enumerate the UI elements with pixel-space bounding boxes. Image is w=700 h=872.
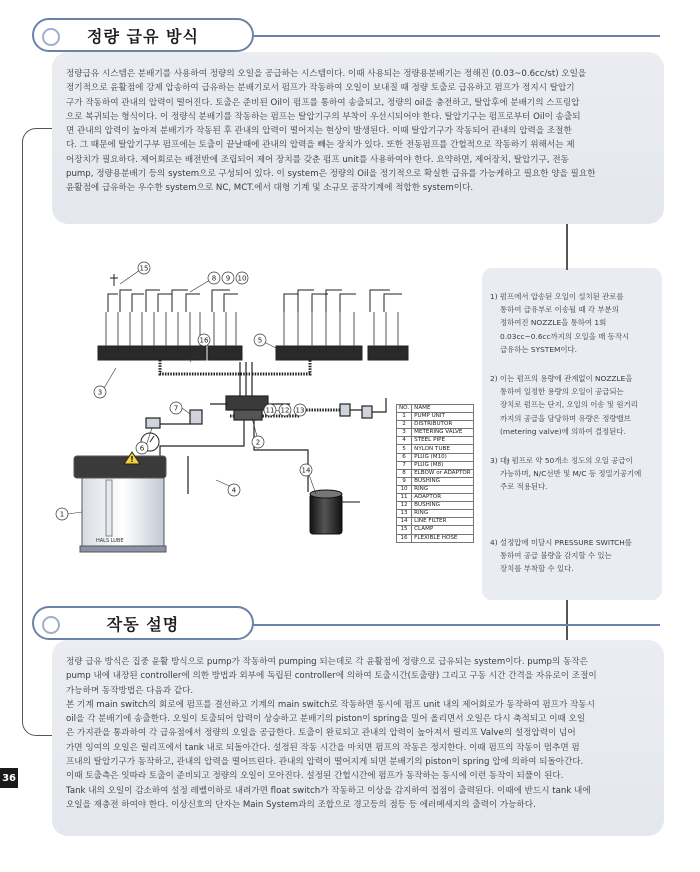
tank-brand-label: HALS LUBE — [96, 538, 124, 544]
part-no: 9 — [397, 477, 412, 485]
section1-line: 면 관내의 압력이 높아져 분배기가 작동된 후 관내의 압력이 떨어지는 현상이 발생된다. 이때 탈압기구가 작동되어 관내의 압력을 조절한 — [66, 126, 572, 137]
section2-line: 오일을 재충전 하여야 한다. 이상신호의 단자는 Main System과의 조합으로 경고등의 점등 등 에러메세지의 출력이 가능하다. — [66, 799, 536, 810]
section1-line: 정량급유 시스템은 분배기를 사용하여 정량의 오일을 공급하는 시스템이다. 이때 사용되는 정량용분배기는 정해진 (0.03~0.6cc/st) 오일을 — [66, 69, 587, 79]
table-row — [397, 437, 474, 445]
callout-10 — [236, 272, 248, 284]
callout-13 — [294, 404, 306, 416]
svg-text:12: 12 — [280, 406, 290, 415]
table-row — [397, 534, 474, 542]
metering-valve-bank-left-small — [208, 290, 242, 360]
metering-valve-bank-right — [276, 290, 408, 360]
part-name: BUSHING — [412, 502, 474, 510]
part-name: PLUG (M10) — [412, 453, 474, 461]
section2-line: 프내의 탈압기구가 동작하고, 관내의 압력을 떨어뜨린다. 관내의 압력이 떨어지게 되면 분배기의 piston이 spring 압에 의하여 되돌아간다. — [66, 757, 584, 768]
note-line: 통하여 급유부로 이송될 때 각 부분의 — [500, 305, 619, 315]
callout-2 — [252, 436, 264, 448]
section1-line: 어장치가 필요하다. 제어회로는 배전반에 조립되어 제어 장치를 갖춘 펌프 unit를 사용하여야 한다. 요약하면, 제어장치, 탈압기구, 전동 — [66, 154, 569, 165]
part-name: PUMP UNIT — [412, 413, 474, 421]
svg-text:5: 5 — [257, 336, 263, 345]
page-number: 36 — [0, 768, 18, 788]
section2-line: Tank 내의 오일이 감소하여 설정 레벨이하로 내려가면 float switch가 작동하고 이상을 감지하여 접점이 출력된다. 이때에 반드시 tank 내에 — [66, 785, 591, 796]
note-line: 통하여 공급 불량을 감지할 수 있는 — [500, 551, 612, 561]
callout-14 — [300, 464, 312, 476]
right-fittings — [340, 398, 386, 418]
line-filter — [310, 490, 360, 534]
callout-12 — [279, 404, 291, 416]
part-no: 15 — [397, 526, 412, 534]
note-3 — [490, 454, 658, 494]
svg-text:10: 10 — [237, 274, 247, 283]
metering-valve-bank-left — [98, 290, 206, 360]
part-no: 14 — [397, 518, 412, 526]
table-row — [397, 429, 474, 437]
table-row — [397, 421, 474, 429]
section1-line: 윤활점에 급유하는 우수한 system으로 NC, MCT.에서 대형 기계 및 소규모 공작기계에 적합한 system이다. — [66, 183, 474, 194]
note-1 — [490, 290, 658, 356]
svg-text:2: 2 — [255, 438, 261, 447]
section1-line: 으로 복귀되는 형식이다. 이 정량식 분배기를 작동하는 펌프는 탈압기구의 부착이 우선시되어야 한다. 탈압기구는 펌프로부터 Oil이 송출되 — [66, 111, 581, 122]
note-line: 주로 적용된다. — [500, 482, 548, 492]
clamp-part — [110, 274, 118, 286]
part-no: 7 — [397, 461, 412, 469]
notes-connector-line-bottom — [566, 600, 568, 640]
svg-text:14: 14 — [301, 466, 311, 475]
svg-text:11: 11 — [265, 406, 275, 415]
notes-connector-line — [566, 224, 568, 270]
section2-line: 본 기계 main switch의 회로에 펌프를 결선하고 기계의 main switch로 작동하면 동시에 펌프 unit 내의 제어회로가 동작하여 펌프가 작동시 — [66, 699, 595, 710]
note-line: 3) 대Ɉ 펌프로 약 50개소 정도의 오일 공급이 — [490, 456, 633, 465]
part-name: DISTRIBUTOR — [412, 421, 474, 429]
part-no: 2 — [397, 421, 412, 429]
callout-6 — [136, 442, 148, 454]
note-line: 급유하는 SYSTEM이다. — [500, 344, 577, 354]
callout-8 — [208, 272, 220, 284]
note-line: (metering valve)에 의하여 결정된다. — [500, 426, 626, 436]
note-line: 통하여 일정한 용량의 오일이 공급되는 — [500, 387, 624, 397]
table-row — [397, 526, 474, 534]
table-row — [397, 477, 474, 485]
part-no: 3 — [397, 429, 412, 437]
table-row — [397, 494, 474, 502]
section2-line: 가면 잉여의 오일은 릴리프에서 tank 내로 되돌아간다. 설정된 작동 시간을 마치면 펌프의 작동은 정지한다. 이때 펌프의 작동이 멈추면 펌 — [66, 742, 580, 753]
table-row — [397, 413, 474, 421]
parts-header-no: NO. — [397, 405, 412, 413]
section1-title-text: 정량 급유 방식 — [87, 26, 199, 46]
table-row — [397, 469, 474, 477]
note-line: 장치를 부착할 수 있다. — [500, 564, 574, 574]
part-name: FLEXIBLE HOSE — [412, 534, 474, 542]
part-name: METERING VALVE — [412, 429, 474, 437]
table-row — [397, 461, 474, 469]
section2-line: oil을 각 분배기에 송출한다. 오일이 토출되어 압력이 상승하고 분배기의 piston이 spring을 밀어 올리면서 오일은 다시 축적되고 이때 오일 — [66, 714, 586, 725]
section1-line: pump, 정량용분배기 등의 system으로 구성되어 있다. 이 system은 정량의 Oil을 정기적으로 확실한 급유를 가능케하고 필요한 양을 필요한 — [66, 169, 596, 180]
part-no: 5 — [397, 445, 412, 453]
part-name: ELBOW or ADAPTOR — [412, 469, 474, 477]
part-name: BUSHING — [412, 477, 474, 485]
section1-line: 다. 그 때문에 탈압기구부 펌프에는 토출이 끝날때에 관내의 압력을 빼는 장치가 있다. 또한 전동펌프를 간헐적으로 작동하기 위해서는 제 — [66, 140, 575, 151]
section2-line: 가능하며 동작방법은 다음과 같다. — [66, 685, 194, 696]
note-line: 0.03cc~0.6cc까지의 오일을 매 동작시 — [500, 331, 630, 341]
section2-line: 이때 토출측은 잇따라 토출이 준비되고 정량의 오일이 모아진다. 설정된 간헐시간에 펌프가 동작하는 동시에 이런 동작이 되풀이 된다. — [66, 771, 564, 782]
table-row — [397, 518, 474, 526]
part-name: STEEL PIPE — [412, 437, 474, 445]
part-no: 16 — [397, 534, 412, 542]
steel-pipes — [160, 420, 308, 494]
svg-text:1: 1 — [59, 510, 65, 519]
part-no: 8 — [397, 469, 412, 477]
section2-title — [32, 606, 254, 640]
part-no: 10 — [397, 485, 412, 493]
callout-11 — [264, 404, 276, 416]
part-name: CLAMP — [412, 526, 474, 534]
part-no: 11 — [397, 494, 412, 502]
part-no: 1 — [397, 413, 412, 421]
svg-text:4: 4 — [231, 486, 237, 495]
parts-header-row — [397, 405, 474, 413]
distributor-assembly — [210, 362, 290, 420]
callout-7 — [170, 402, 182, 414]
section2-line: 정량 급유 방식은 집중 윤활 방식으로 pump가 작동하여 pumping 되는데로 각 윤활점에 정량으로 급유되는 system이다. pump의 동작은 — [66, 657, 588, 667]
section1-title — [32, 18, 254, 52]
note-line: 까지의 공급을 담당하며 유량은 정량밸브 — [500, 413, 631, 423]
note-line: 정하여진 NOZZLE을 통하여 1회 — [500, 318, 607, 328]
callout-1 — [56, 508, 68, 520]
section1-header-rule — [250, 35, 660, 37]
part-name: LINE FILTER — [412, 518, 474, 526]
part-name: PLUG (M8) — [412, 461, 474, 469]
note-line: 장치로 펌프는 단지, 오일의 이송 및 원거리 — [500, 400, 638, 410]
svg-text:3: 3 — [97, 388, 103, 397]
part-name: NYLON TUBE — [412, 445, 474, 453]
svg-text:8: 8 — [211, 274, 217, 283]
svg-text:!: ! — [130, 455, 134, 464]
svg-text:15: 15 — [139, 264, 149, 273]
note-line: 4) 설정압에 미달시 PRESSURE SWITCH를 — [490, 538, 632, 547]
table-row — [397, 502, 474, 510]
part-name: ADAPTOR — [412, 494, 474, 502]
pump-unit — [74, 433, 166, 552]
callout-3 — [94, 386, 106, 398]
table-row — [397, 445, 474, 453]
parts-header-name: NAME — [412, 405, 474, 413]
part-no: 6 — [397, 453, 412, 461]
callout-5 — [254, 334, 266, 346]
callout-4 — [228, 484, 240, 496]
part-no: 13 — [397, 510, 412, 518]
callout-9 — [222, 272, 234, 284]
note-line: 1) 펌프에서 압송된 오일이 설치된 관로를 — [490, 292, 624, 301]
note-2 — [490, 372, 658, 438]
section2-line: pump 내에 내장된 controller에 의한 방법과 외부에 독립된 controller에 의하여 토출시간(토출량) 그리고 구동 시간 간격을 자유로이 조절이 — [66, 671, 597, 682]
table-row — [397, 510, 474, 518]
svg-text:6: 6 — [139, 444, 145, 453]
section2-line: 은 가지관을 통과하여 각 급유점에서 정량의 오일을 공급한다. 토출이 완료되고 관내의 압력이 높아져서 릴리프 Valve의 설정압력이 넘어 — [66, 728, 576, 739]
part-no: 12 — [397, 502, 412, 510]
part-name: RING — [412, 510, 474, 518]
svg-text:13: 13 — [295, 406, 305, 415]
part-name: RING — [412, 485, 474, 493]
part-no: 4 — [397, 437, 412, 445]
table-row — [397, 453, 474, 461]
svg-text:7: 7 — [173, 404, 179, 413]
section2-text — [66, 655, 652, 812]
callout-15 — [138, 262, 150, 274]
section1-line: 구가 작동하여 관내의 압력이 떨어진다. 토출은 준비된 Oil이 펌프를 통하여 송출되고, 정량의 oil을 충전하고, 탈압후에 분배기의 스프링압 — [66, 97, 580, 108]
svg-text:16: 16 — [199, 336, 209, 345]
section1-text — [66, 67, 652, 196]
svg-text:9: 9 — [225, 274, 231, 283]
note-line: 가능하며, N/C선반 및 M/C 등 정밀기공기에 — [500, 469, 642, 479]
note-4 — [490, 536, 658, 576]
parts-list-table — [396, 404, 474, 543]
section2-title-text: 작동 설명 — [106, 614, 180, 634]
section1-line: 정기적으로 윤활점에 강제 압송하여 급유하는 분배기로서 펌프가 작동하여 오일이 보내질 때 정량 토출로 급유하고 펌프가 정지시 탈압기 — [66, 83, 575, 94]
section2-header-rule — [250, 624, 660, 626]
note-line: 2) 이는 펌프의 용량에 관계없이 NOZZLE을 — [490, 374, 633, 383]
table-row — [397, 485, 474, 493]
callout-16 — [198, 334, 210, 346]
